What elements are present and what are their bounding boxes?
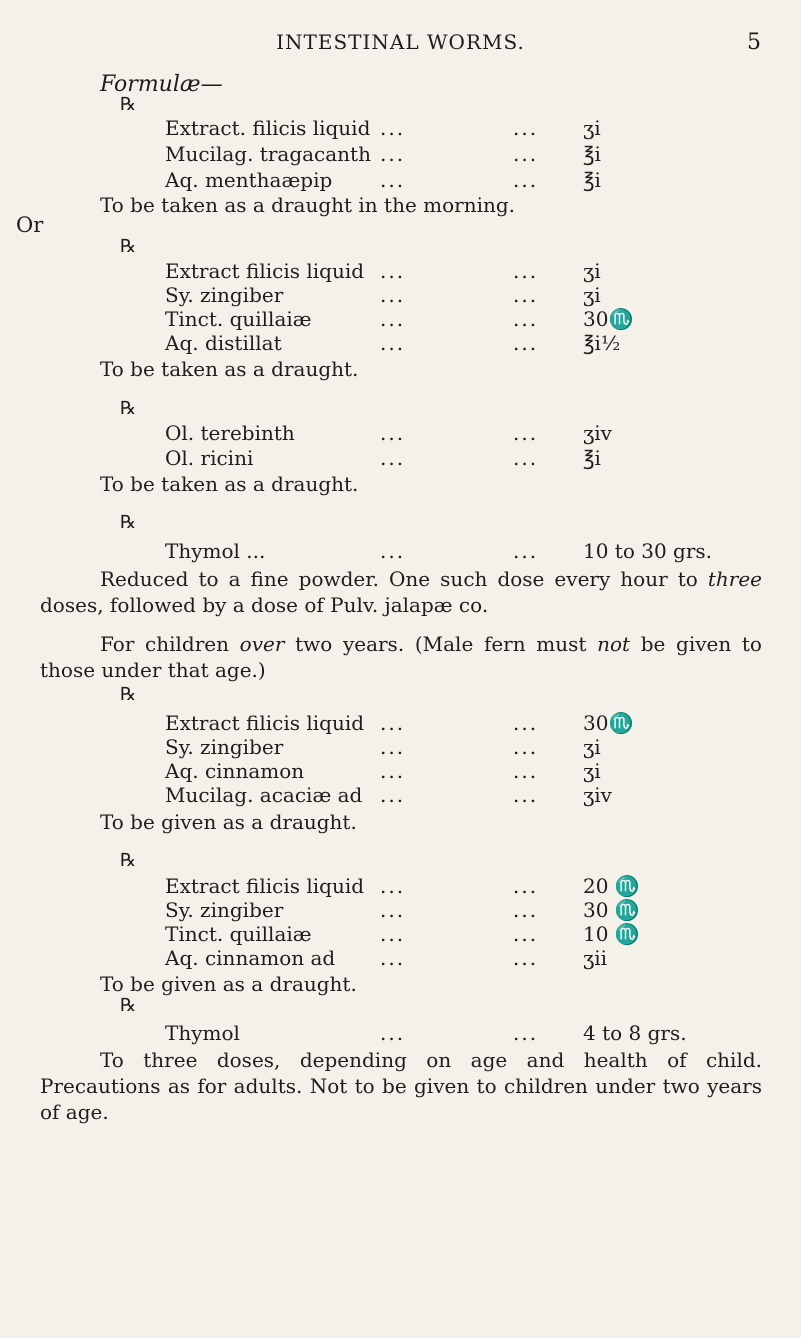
leader-dots: ... <box>513 421 539 445</box>
rx-symbol: ℞ <box>120 995 137 1016</box>
page-number: 5 <box>747 30 761 55</box>
section-title: Formulæ— <box>100 72 223 97</box>
ingredient-quantity: 20 ♏ <box>583 874 640 898</box>
leader-dots: ... <box>380 759 406 783</box>
text-run: doses, followed by a dose of Pulv. jalapæ co. <box>40 593 489 617</box>
leader-dots: ... <box>380 307 406 331</box>
leader-dots: ... <box>380 142 406 166</box>
paragraph-final <box>40 1047 762 1125</box>
or-label: Or <box>16 213 44 237</box>
leader-dots: ... <box>380 783 406 807</box>
ingredient-name: Aq. cinnamon ad <box>165 946 336 970</box>
running-title: INTESTINAL WORMS. <box>276 30 525 54</box>
leader-dots: ... <box>380 946 406 970</box>
ingredient-quantity: ʒiv <box>583 783 612 807</box>
leader-dots: ... <box>513 142 539 166</box>
ingredient-name: Thymol <box>165 1021 240 1045</box>
text-run: be given to those under that age.) <box>40 632 762 682</box>
paragraph-children <box>40 631 762 683</box>
emphasis: over <box>239 632 285 656</box>
text-run: two years. (Male fern must <box>284 632 598 656</box>
leader-dots: ... <box>513 539 539 563</box>
leader-dots: ... <box>513 922 539 946</box>
ingredient-name: Tinct. quillaiæ <box>165 307 312 331</box>
leader-dots: ... <box>380 259 406 283</box>
ingredient-quantity: 30 ♏ <box>583 898 640 922</box>
leader-dots: ... <box>380 874 406 898</box>
ingredient-name: Mucilag. acaciæ ad <box>165 783 363 807</box>
leader-dots: ... <box>513 874 539 898</box>
ingredient-quantity: ℥i <box>583 446 601 470</box>
rx-symbol: ℞ <box>120 94 137 115</box>
rx-symbol: ℞ <box>120 512 137 533</box>
leader-dots: ... <box>513 116 539 140</box>
ingredient-quantity: 4 to 8 grs. <box>583 1021 687 1045</box>
leader-dots: ... <box>380 283 406 307</box>
dosage-instruction: To be given as a draught. <box>100 972 357 996</box>
leader-dots: ... <box>380 331 406 355</box>
rx-symbol: ℞ <box>120 850 137 871</box>
leader-dots: ... <box>513 446 539 470</box>
leader-dots: ... <box>380 116 406 140</box>
leader-dots: ... <box>513 898 539 922</box>
ingredient-name: Aq. cinnamon <box>165 759 305 783</box>
leader-dots: ... <box>513 783 539 807</box>
leader-dots: ... <box>380 898 406 922</box>
leader-dots: ... <box>380 168 406 192</box>
dosage-instruction: To be given as a draught. <box>100 810 357 834</box>
text-run: Reduced to a fine powder. One such dose every hour to <box>100 567 708 591</box>
emphasis: three <box>707 567 762 591</box>
ingredient-quantity: ℥i <box>583 168 601 192</box>
ingredient-name: Extract. filicis liquid <box>165 116 371 140</box>
paragraph-text: To three doses, depending on age and health of child. Precautions as for adults. Not to be given to children under two years of age. <box>40 1048 762 1124</box>
leader-dots: ... <box>380 446 406 470</box>
ingredient-name: Extract filicis liquid <box>165 259 365 283</box>
ingredient-quantity: ʒi <box>583 259 601 283</box>
ingredient-name: Extract filicis liquid <box>165 874 365 898</box>
ingredient-name: Extract filicis liquid <box>165 711 365 735</box>
ingredient-quantity: ʒiv <box>583 421 612 445</box>
ingredient-quantity: 10 to 30 grs. <box>583 539 713 563</box>
leader-dots: ... <box>513 259 539 283</box>
leader-dots: ... <box>513 331 539 355</box>
ingredient-name: Sy. zingiber <box>165 898 284 922</box>
leader-dots: ... <box>513 759 539 783</box>
ingredient-quantity: ʒi <box>583 735 601 759</box>
ingredient-name: Aq. menthaæpip <box>165 168 333 192</box>
ingredient-quantity: ʒi <box>583 116 601 140</box>
leader-dots: ... <box>513 283 539 307</box>
leader-dots: ... <box>380 711 406 735</box>
ingredient-quantity: 10 ♏ <box>583 922 640 946</box>
ingredient-name: Thymol ... <box>165 539 266 563</box>
ingredient-name: Tinct. quillaiæ <box>165 922 312 946</box>
page-header <box>0 30 801 60</box>
text-run: For children <box>100 632 240 656</box>
dosage-instruction: To be taken as a draught. <box>100 472 359 496</box>
leader-dots: ... <box>380 1021 406 1045</box>
leader-dots: ... <box>380 421 406 445</box>
leader-dots: ... <box>380 735 406 759</box>
ingredient-quantity: ʒi <box>583 759 601 783</box>
leader-dots: ... <box>380 539 406 563</box>
ingredient-quantity: ʒii <box>583 946 608 970</box>
emphasis: not <box>597 632 631 656</box>
leader-dots: ... <box>513 1021 539 1045</box>
ingredient-quantity: ℥i <box>583 142 601 166</box>
ingredient-name: Ol. ricini <box>165 446 254 470</box>
ingredient-name: Mucilag. tragacanth <box>165 142 371 166</box>
ingredient-name: Sy. zingiber <box>165 283 284 307</box>
dosage-instruction: To be taken as a draught in the morning. <box>100 193 516 217</box>
rx-symbol: ℞ <box>120 398 137 419</box>
paragraph-text <box>40 566 762 618</box>
ingredient-quantity: ʒi <box>583 283 601 307</box>
ingredient-name: Sy. zingiber <box>165 735 284 759</box>
paragraph-reduced <box>40 566 762 618</box>
leader-dots: ... <box>513 946 539 970</box>
leader-dots: ... <box>513 307 539 331</box>
leader-dots: ... <box>513 735 539 759</box>
rx-symbol: ℞ <box>120 684 137 705</box>
ingredient-quantity: 30♏ <box>583 711 634 735</box>
ingredient-name: Ol. terebinth <box>165 421 295 445</box>
leader-dots: ... <box>380 922 406 946</box>
rx-symbol: ℞ <box>120 236 137 257</box>
dosage-instruction: To be taken as a draught. <box>100 357 359 381</box>
ingredient-quantity: 30♏ <box>583 307 634 331</box>
ingredient-quantity: ℥i½ <box>583 331 621 355</box>
leader-dots: ... <box>513 168 539 192</box>
paragraph-text <box>40 631 762 683</box>
leader-dots: ... <box>513 711 539 735</box>
ingredient-name: Aq. distillat <box>165 331 282 355</box>
